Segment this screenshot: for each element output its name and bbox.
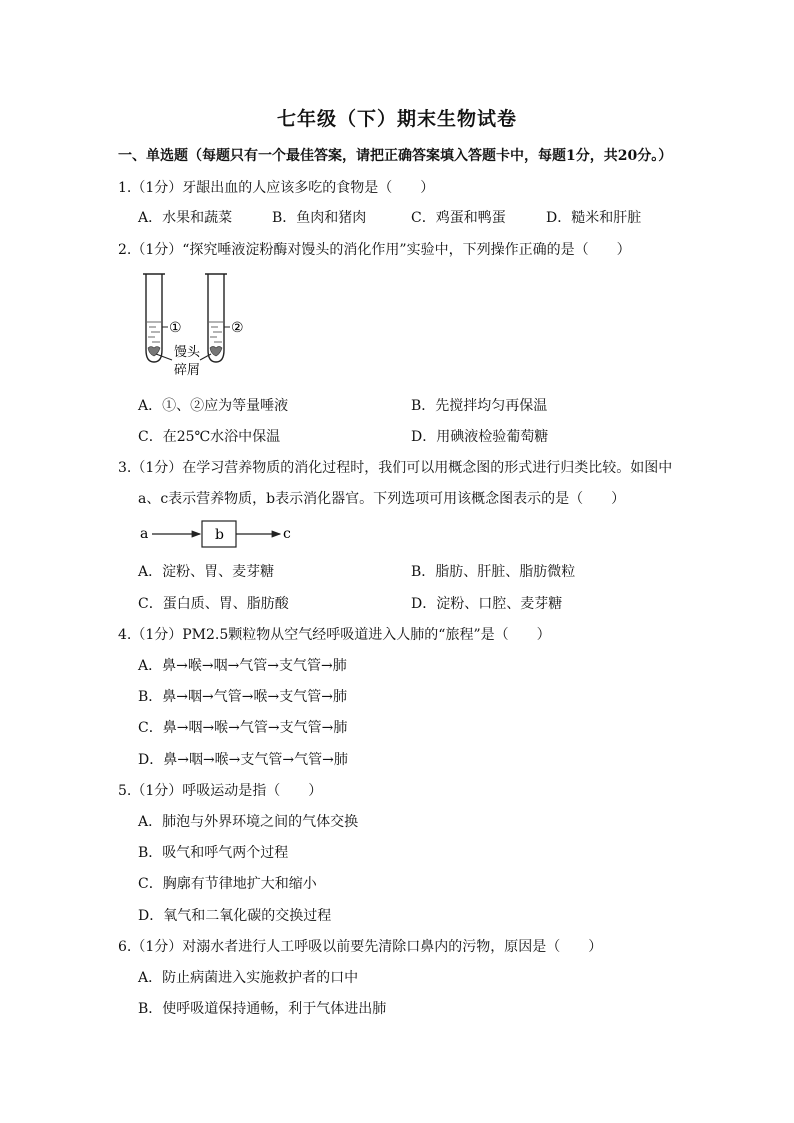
question-3-option-a: A．淀粉、胃、麦芽糖 bbox=[138, 564, 275, 580]
question-1-option-c: C．鸡蛋和鸭蛋 bbox=[411, 210, 506, 226]
question-1-option-a: A．水果和蔬菜 bbox=[138, 210, 233, 226]
question-5-option-d: D．氧气和二氧化碳的交换过程 bbox=[138, 908, 332, 924]
test-tube-1 bbox=[143, 274, 165, 362]
question-4-option-c: C．鼻→咽→喉→气管→支气管→肺 bbox=[138, 720, 348, 736]
figure-label-2: ② bbox=[231, 320, 244, 336]
question-3-option-c: C．蛋白质、胃、脂肪酸 bbox=[138, 596, 289, 612]
question-2-option-c: C．在25℃水浴中保温 bbox=[138, 429, 281, 445]
test-tube-2 bbox=[205, 274, 227, 362]
question-5-option-b: B．吸气和呼气两个过程 bbox=[138, 845, 289, 861]
question-4-option-b: B．鼻→咽→气管→喉→支气管→肺 bbox=[138, 689, 347, 705]
question-2-option-a: A．①、②应为等量唾液 bbox=[138, 398, 289, 414]
concept-node-c: c bbox=[283, 526, 291, 542]
question-1-stem: 1.（1分）牙龈出血的人应该多吃的食物是（ ） bbox=[118, 180, 435, 196]
page-title: 七年级（下）期末生物试卷 bbox=[276, 108, 517, 130]
question-4-option-a: A．鼻→喉→咽→气管→支气管→肺 bbox=[138, 658, 347, 674]
question-1-option-d: D．糙米和肝脏 bbox=[546, 210, 642, 226]
figure-caption-line-1: 馒头 bbox=[174, 345, 201, 360]
figure-label-1: ① bbox=[169, 320, 182, 336]
question-2-option-d: D．用碘液检验葡萄糖 bbox=[411, 429, 549, 445]
question-3-option-b: B．脂肪、肝脏、脂肪微粒 bbox=[411, 564, 576, 580]
question-2-stem: 2.（1分）“探究唾液淀粉酶对馒头的消化作用”实验中，下列操作正确的是（ ） bbox=[118, 242, 631, 258]
figure-caption-line-2: 碎屑 bbox=[174, 363, 201, 378]
question-2-option-b: B．先搅拌均匀再保温 bbox=[411, 398, 548, 414]
question-1-option-b: B．鱼肉和猪肉 bbox=[272, 210, 367, 226]
question-3-stem-line-2: a、c表示营养物质，b表示消化器官。下列选项可用该概念图表示的是（ ） bbox=[138, 491, 626, 507]
section-heading: 一、单选题（每题只有一个最佳答案，请把正确答案填入答题卡中，每题1分，共20分。） bbox=[118, 148, 673, 164]
question-3-stem-line-1: 3.（1分）在学习营养物质的消化过程时，我们可以用概念图的形式进行归类比较。如图中 bbox=[118, 460, 673, 476]
question-4-option-d: D．鼻→咽→喉→支气管→气管→肺 bbox=[138, 752, 348, 768]
test-tube-figure bbox=[136, 270, 266, 382]
question-5-option-c: C．胸廓有节律地扩大和缩小 bbox=[138, 876, 317, 892]
question-3-option-d: D．淀粉、口腔、麦芽糖 bbox=[411, 596, 563, 612]
question-5-stem: 5.（1分）呼吸运动是指（ ） bbox=[118, 783, 323, 799]
question-6-stem: 6.（1分）对溺水者进行人工呼吸以前要先清除口鼻内的污物，原因是（ ） bbox=[118, 939, 603, 955]
concept-map-figure bbox=[136, 518, 306, 550]
question-6-option-a: A．防止病菌进入实施救护者的口中 bbox=[138, 970, 359, 986]
concept-node-a: a bbox=[140, 526, 149, 542]
question-4-stem: 4.（1分）PM2.5颗粒物从空气经呼吸道进入人肺的“旅程”是（ ） bbox=[118, 627, 551, 643]
question-6-option-b: B．使呼吸道保持通畅，利于气体进出肺 bbox=[138, 1001, 387, 1017]
concept-node-b: b bbox=[215, 527, 224, 543]
question-5-option-a: A．肺泡与外界环境之间的气体交换 bbox=[138, 814, 359, 830]
